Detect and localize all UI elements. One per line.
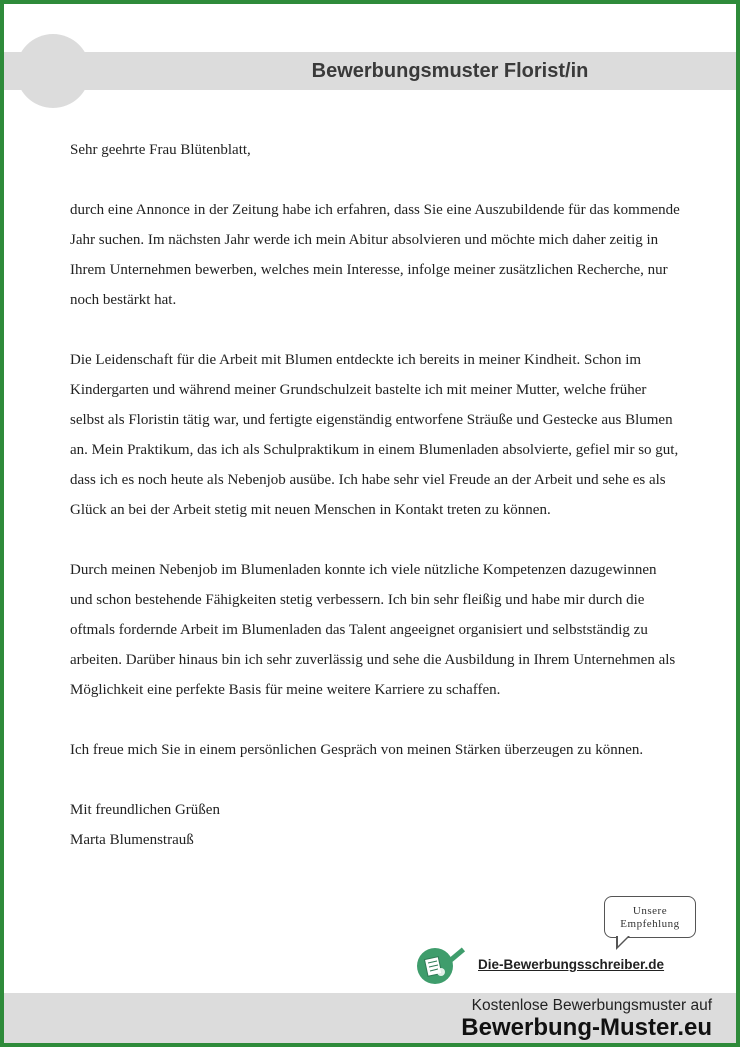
salutation: Sehr geehrte Frau Blütenblatt, — [70, 142, 251, 158]
signature: Marta Blumenstrauß — [70, 832, 194, 848]
paragraph-3: Durch meinen Nebenjob im Blumenladen konnte ich viele nützliche Kompetenzen dazugewinnen und schon bestehende Fähigkeiten stetig verbessern. Ich bin sehr fleißig und habe mir durch die oftmals fordernde Arbeit im Blumenladen das Talent angeeignet organisiert und selbstständig zu arbeiten. Darüber hinaus bin ich sehr zuverlässig und sehe die Ausbildung in Ihrem Unternehmen als Möglichkeit eine perfekte Basis für meine weitere Karriere zu schaffen. — [70, 562, 676, 698]
paragraph-2: Die Leidenschaft für die Arbeit mit Blumen entdeckte ich bereits in meiner Kindheit. Schon im Kindergarten und während meiner Grundschulzeit bastelte ich mit meiner Mutter, welche früher selbst als Floristin tätig war, und fertigte eigenständig entworfene Sträuße und Gestecke aus Blumen an. Mein Praktikum, das ich als Schulpraktikum in einem Blumenladen absolvierte, gefiel mir so gut, dass ich es noch heute als Nebenjob ausübe. Ich habe sehr viel Freude an der Arbeit und sehe es als Glück an bei der Arbeit stetig mit neuen Menschen in Kontakt treten zu können. — [70, 352, 679, 518]
recommendation-bubble — [604, 896, 696, 938]
header-circle-decoration — [16, 34, 90, 108]
footer-tagline: Kostenlose Bewerbungsmuster auf — [471, 997, 712, 1014]
writing-hand-icon — [417, 948, 453, 984]
paragraph-4: Ich freue mich Sie in einem persönlichen Gespräch von meinen Stärken überzeugen zu können. — [70, 742, 644, 758]
bewerbungsschreiber-link[interactable]: Die-Bewerbungsschreiber.de — [478, 957, 665, 972]
bubble-line-2: Empfehlung — [620, 918, 680, 930]
closing: Mit freundlichen Grüßen — [70, 802, 220, 818]
footer-band — [4, 993, 736, 1043]
document-title: Bewerbungsmuster Florist/in — [311, 60, 589, 82]
paragraph-1: durch eine Annonce in der Zeitung habe ich erfahren, dass Sie eine Auszubildende für das kommende Jahr suchen. Im nächsten Jahr werde ich mein Abitur absolvieren und möchte mich daher zeitig in Ihrem Unternehmen bewerben, welches mein Interesse, infolge meiner zusätzlichen Recherche, nur noch bestärkt hat. — [70, 202, 680, 308]
letter-sheet — [4, 4, 736, 1043]
letter-body — [70, 135, 680, 855]
footer-site-link[interactable]: Bewerbung-Muster.eu — [461, 1014, 712, 1041]
bubble-line-1: Unsere — [632, 905, 668, 917]
bubble-tail-inner — [618, 936, 628, 946]
